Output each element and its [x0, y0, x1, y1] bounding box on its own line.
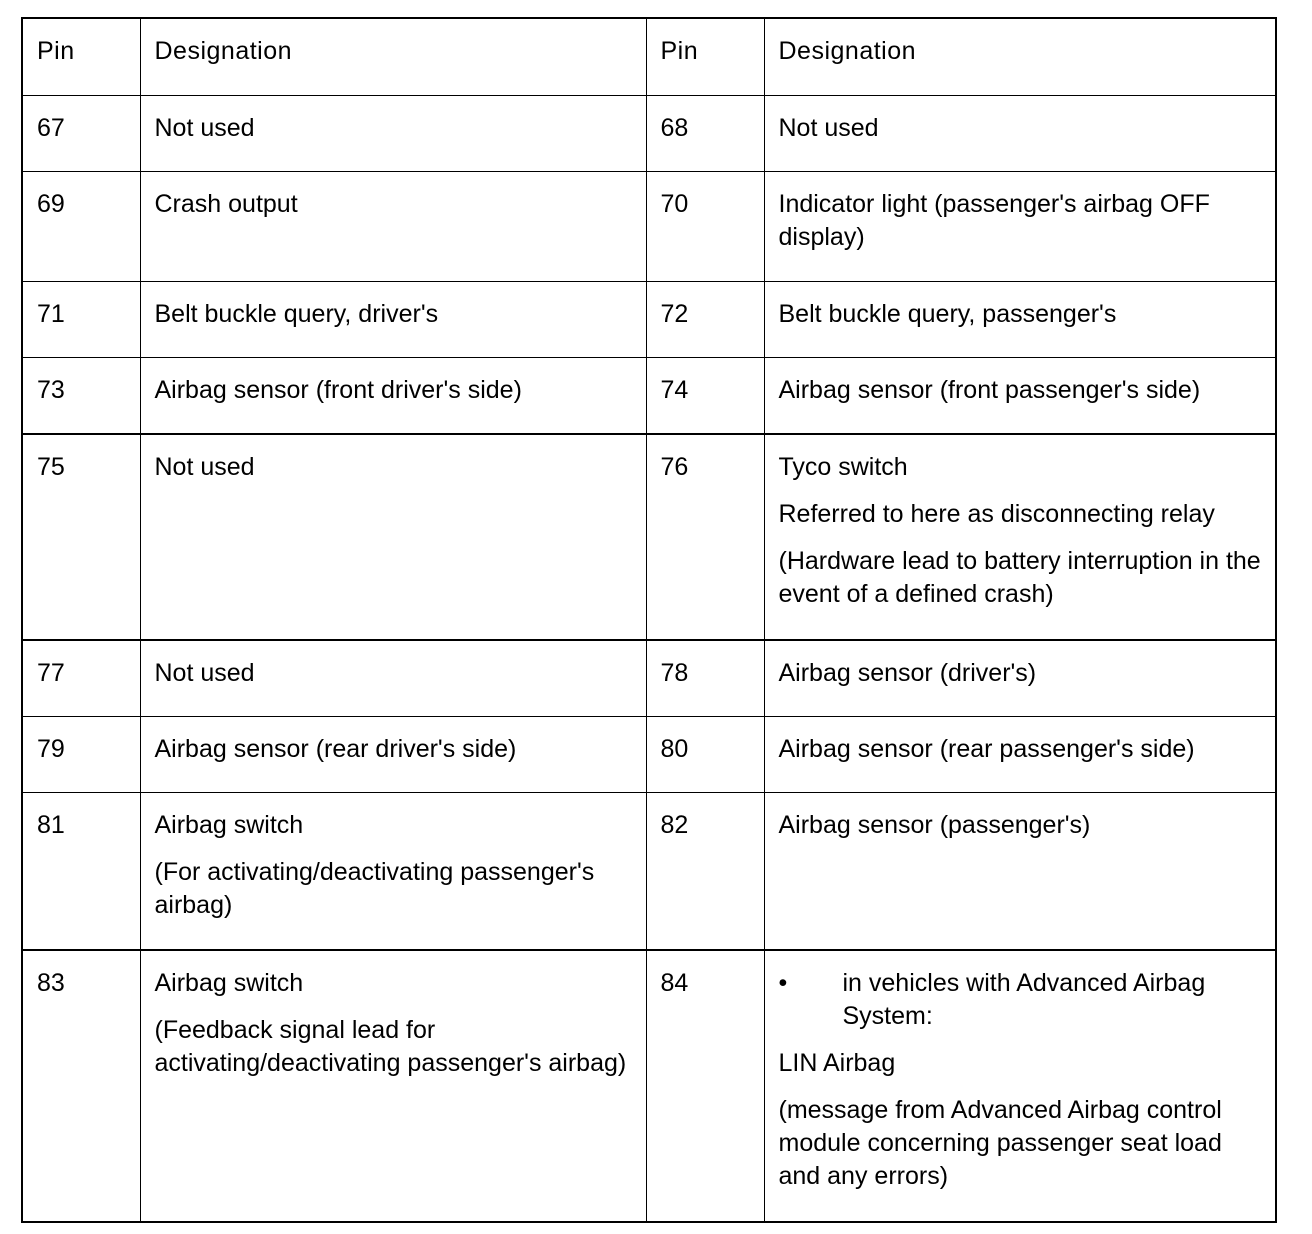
- header-designation-right: Designation: [764, 18, 1276, 96]
- designation-cell: [764, 640, 1276, 717]
- designation-cell: [140, 640, 646, 717]
- designation-text: (Hardware lead to battery interruption in the event of a defined crash): [778, 547, 1261, 608]
- pin-number: 75: [22, 434, 140, 640]
- pin-assignment-table: [21, 17, 1277, 1223]
- designation-text: Tyco switch: [778, 453, 908, 481]
- designation-text: (message from Advanced Airbag control module concerning passenger seat load and any errors): [778, 1096, 1222, 1190]
- header-pin-right: Pin: [646, 18, 764, 96]
- designation-text: Not used: [154, 659, 255, 687]
- header-designation-left: Designation: [140, 18, 646, 96]
- pin-number: 71: [22, 282, 140, 358]
- table-header-row: [22, 18, 1276, 96]
- table-row: [22, 950, 1276, 1222]
- header-pin-left: Pin: [22, 18, 140, 96]
- pin-number: 77: [22, 640, 140, 717]
- designation-cell: [764, 172, 1276, 282]
- pin-number: 78: [646, 640, 764, 717]
- table-row: [22, 282, 1276, 358]
- pin-number: 68: [646, 96, 764, 172]
- pin-number: 84: [646, 950, 764, 1222]
- designation-text: Airbag sensor (rear passenger's side): [778, 735, 1195, 763]
- designation-text: (For activating/deactivating passenger's airbag): [154, 858, 595, 919]
- designation-cell: [140, 358, 646, 435]
- designation-cell: [140, 950, 646, 1222]
- table-row: [22, 793, 1276, 951]
- designation-text: Airbag sensor (front driver's side): [154, 376, 522, 404]
- designation-cell: [764, 717, 1276, 793]
- designation-text: Not used: [154, 114, 255, 142]
- bullet-mark: •: [778, 969, 788, 997]
- pin-number: 79: [22, 717, 140, 793]
- table-row: [22, 358, 1276, 435]
- bullet-text: in vehicles with Advanced Airbag System:: [842, 969, 1206, 1030]
- designation-cell: [140, 96, 646, 172]
- designation-cell: [140, 172, 646, 282]
- table-row: [22, 434, 1276, 640]
- designation-cell: [764, 434, 1276, 640]
- designation-text: Not used: [154, 453, 255, 481]
- designation-cell: [140, 282, 646, 358]
- table-row: [22, 96, 1276, 172]
- designation-text: (Feedback signal lead for activating/deactivating passenger's airbag): [154, 1016, 627, 1077]
- pin-number: 70: [646, 172, 764, 282]
- pin-number: 69: [22, 172, 140, 282]
- designation-cell: [764, 282, 1276, 358]
- table-row: [22, 717, 1276, 793]
- table-row: [22, 172, 1276, 282]
- pin-number: 81: [22, 793, 140, 951]
- pin-number: 74: [646, 358, 764, 435]
- designation-cell: [764, 96, 1276, 172]
- bullet-item: [779, 967, 1264, 1033]
- designation-cell: [764, 793, 1276, 951]
- table-row: [22, 640, 1276, 717]
- pin-number: 67: [22, 96, 140, 172]
- designation-text: LIN Airbag: [778, 1049, 896, 1077]
- pin-number: 72: [646, 282, 764, 358]
- designation-text: Airbag switch: [154, 811, 304, 839]
- pin-number: 73: [22, 358, 140, 435]
- designation-text: Indicator light (passenger's airbag OFF display): [778, 190, 1210, 251]
- designation-text: Belt buckle query, driver's: [154, 300, 439, 328]
- designation-cell: [140, 434, 646, 640]
- designation-text: Airbag sensor (front passenger's side): [778, 376, 1201, 404]
- designation-text: Not used: [778, 114, 879, 142]
- designation-text: Airbag sensor (driver's): [778, 659, 1037, 687]
- pin-number: 76: [646, 434, 764, 640]
- designation-text: Referred to here as disconnecting relay: [778, 500, 1215, 528]
- designation-text: Airbag switch: [154, 969, 304, 997]
- designation-text: Belt buckle query, passenger's: [778, 300, 1117, 328]
- designation-cell: [764, 358, 1276, 435]
- designation-cell: [764, 950, 1276, 1222]
- pin-number: 80: [646, 717, 764, 793]
- designation-cell: [140, 717, 646, 793]
- designation-text: Airbag sensor (rear driver's side): [154, 735, 517, 763]
- pin-number: 83: [22, 950, 140, 1222]
- pin-number: 82: [646, 793, 764, 951]
- designation-text: Airbag sensor (passenger's): [778, 811, 1091, 839]
- designation-text: Crash output: [154, 190, 298, 218]
- designation-cell: [140, 793, 646, 951]
